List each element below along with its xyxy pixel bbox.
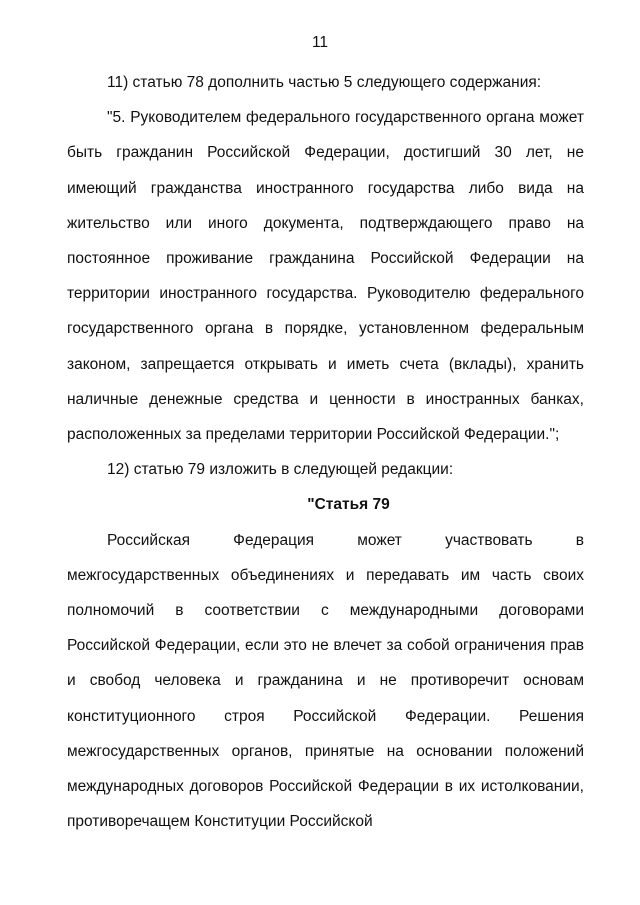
amendment-text-part-5: "5. Руководителем федерального государственного органа может быть гражданин Российской Федерации, достигший 30 лет, не имеющий гражданства иностранного государства либо вида на жительство или иного документа, подтверждающего право на постоянное проживание гражданина Российской Федерации на территории иностранного государства. Руководителю федерального государственного органа в порядке, установленном федеральным законом, запрещается открывать и иметь счета (вклады), хранить наличные денежные средства и ценности в иностранных банках, расположенных за пределами территории Российской Федерации."; <box>67 109 584 444</box>
document-body <box>67 65 584 839</box>
amendment-item-11: 11) статью 78 дополнить частью 5 следующего содержания: <box>107 74 542 91</box>
page-number: 11 <box>311 34 329 51</box>
amendment-item-12: 12) статью 79 изложить в следующей редакции: <box>107 461 454 479</box>
article-heading: "Статья 79 <box>307 496 390 514</box>
article-79-text: Российская Федерация может участвовать в межгосударственных объединениях и передавать им часть своих полномочий в соответствии с международными договорами Российской Федерации, если это не влечет за собой ограничения прав и свобод человека и гражданина и не противоречит основам конституционного строя Российской Федерации. Решения межгосударственных органов, принятые на основании положений международных договоров Российской Федерации в их истолковании, противоречащем Конституции Российской <box>67 531 584 831</box>
